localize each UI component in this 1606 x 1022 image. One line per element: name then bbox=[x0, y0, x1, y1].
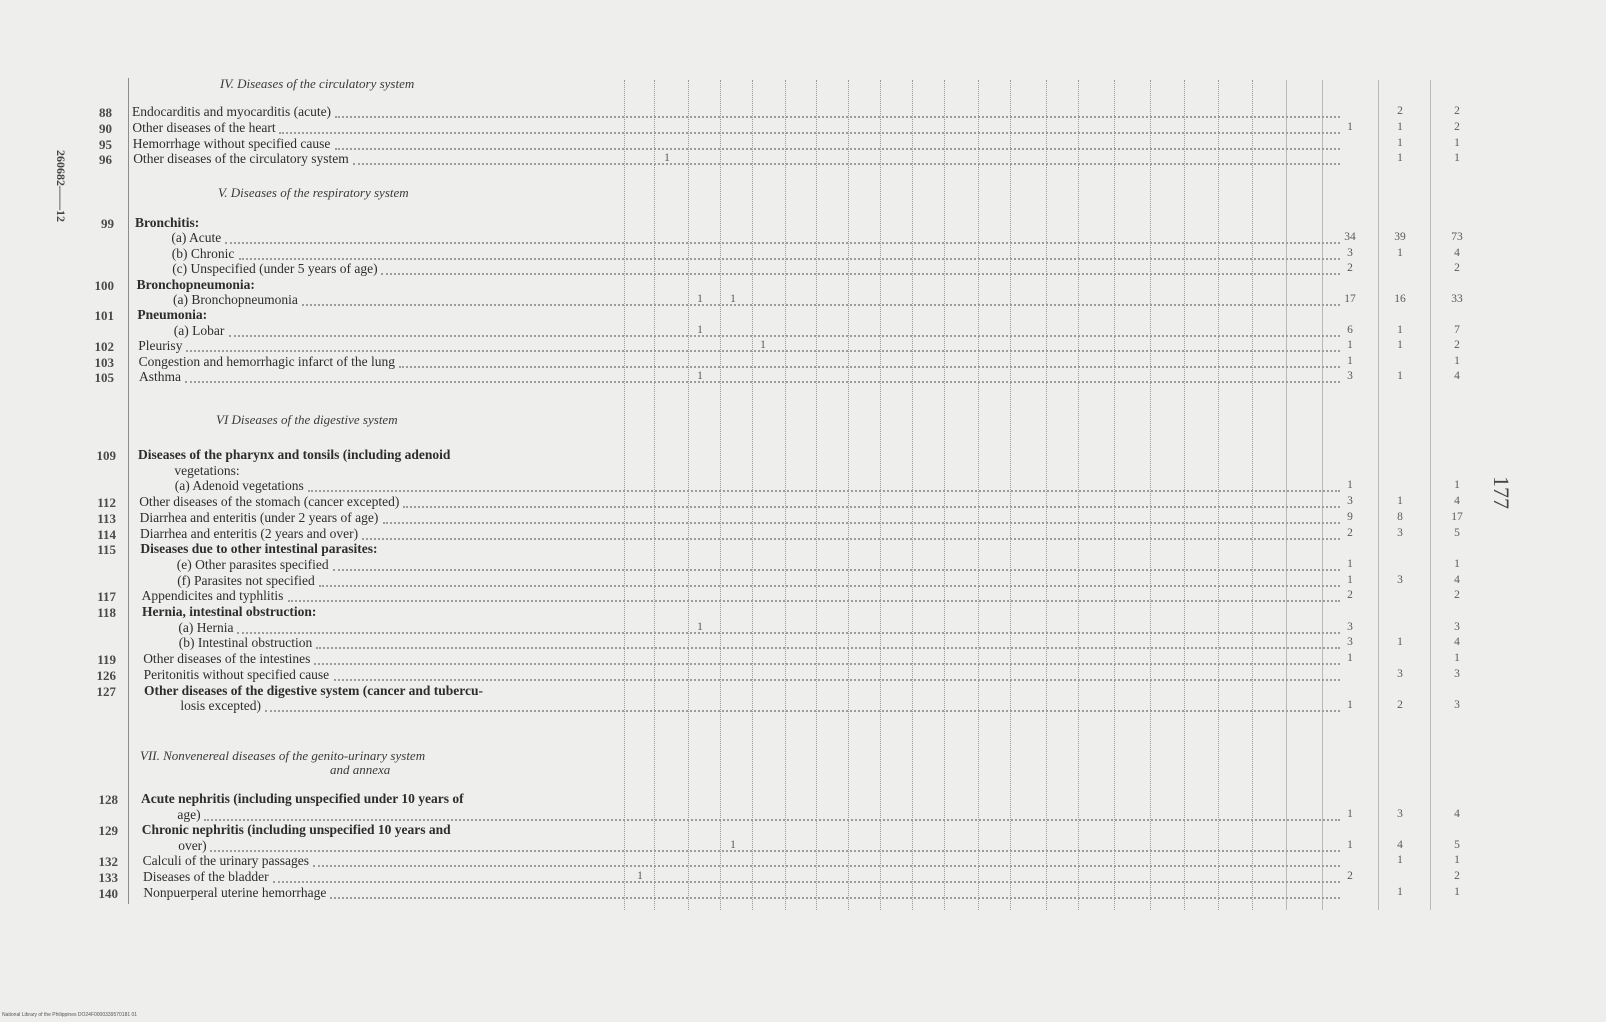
cell-value: 2 bbox=[1454, 339, 1460, 352]
column-rule bbox=[1252, 80, 1253, 910]
cell-value: 1 bbox=[1454, 479, 1460, 492]
cause-code: 133 bbox=[98, 870, 118, 885]
cause-label: Pleurisy bbox=[138, 338, 183, 354]
cell-value: 1 bbox=[1454, 557, 1460, 570]
cause-code: 113 bbox=[97, 510, 116, 526]
cell-value: 3 bbox=[1347, 620, 1353, 633]
cell-value: 3 bbox=[1454, 620, 1460, 633]
cell-value: 3 bbox=[1454, 667, 1460, 680]
dot-leader bbox=[313, 865, 1340, 867]
cell-value: 1 bbox=[1454, 854, 1460, 867]
dot-leader bbox=[381, 273, 1340, 275]
column-rule bbox=[720, 80, 721, 910]
cell-value: 1 bbox=[697, 620, 703, 633]
cause-code: 103 bbox=[94, 354, 114, 370]
cell-value: 1 bbox=[730, 293, 736, 305]
sub-cause-label: (a) Lobar bbox=[173, 322, 225, 338]
section-title: VI Diseases of the digestive system bbox=[216, 412, 398, 427]
cell-value: 5 bbox=[1454, 526, 1460, 539]
section-title: V. Diseases of the respiratory system bbox=[218, 185, 409, 200]
dot-leader bbox=[330, 897, 1340, 899]
cell-value: 6 bbox=[1347, 323, 1353, 336]
column-rule bbox=[880, 80, 881, 910]
cause-code: 115 bbox=[97, 542, 116, 558]
column-rule bbox=[654, 80, 655, 910]
dot-leader bbox=[204, 819, 1340, 821]
cell-value: 1 bbox=[1397, 370, 1403, 382]
dot-leader bbox=[334, 679, 1340, 681]
cell-value: 1 bbox=[1397, 495, 1403, 508]
section-title: VII. Nonvenereal diseases of the genito-urinary system bbox=[140, 748, 426, 763]
dot-leader bbox=[314, 663, 1340, 665]
dot-leader bbox=[265, 710, 1340, 712]
cell-value: 3 bbox=[1347, 495, 1353, 508]
dot-leader bbox=[225, 242, 1340, 244]
section-title: IV. Diseases of the circulatory system bbox=[220, 76, 415, 91]
column-rule bbox=[912, 80, 913, 910]
dot-leader bbox=[229, 335, 1340, 337]
cause-label: Pneumonia: bbox=[137, 307, 208, 323]
cell-value: 33 bbox=[1451, 293, 1463, 305]
sub-cause-label: (b) Intestinal obstruction bbox=[178, 635, 313, 651]
cause-code: 114 bbox=[97, 526, 116, 542]
cell-value: 1 bbox=[1397, 136, 1403, 149]
cause-code: 101 bbox=[94, 308, 114, 324]
cause-label: Other diseases of the intestines bbox=[143, 651, 311, 667]
dot-leader bbox=[383, 522, 1340, 524]
column-rule bbox=[1114, 80, 1115, 910]
cell-value: 1 bbox=[1397, 339, 1403, 352]
cause-code: 112 bbox=[97, 495, 116, 511]
cause-label: Nonpuerperal uterine hemorrhage bbox=[143, 884, 327, 900]
cell-value: 9 bbox=[1347, 510, 1353, 523]
cell-value: 3 bbox=[1397, 526, 1403, 539]
cause-label: Diarrhea and enteritis (2 years and over) bbox=[140, 525, 359, 541]
sub-cause-label: age) bbox=[177, 806, 201, 822]
cause-code: 100 bbox=[94, 277, 114, 293]
cause-label: Calculi of the urinary passages bbox=[142, 853, 310, 869]
sub-cause-label: (b) Chronic bbox=[171, 245, 235, 261]
section-subtitle: and annexa bbox=[330, 762, 391, 777]
column-rule bbox=[1010, 80, 1011, 910]
cause-code: 109 bbox=[96, 448, 116, 463]
cell-value: 1 bbox=[730, 838, 736, 851]
cause-code: 140 bbox=[98, 885, 118, 901]
cause-label: Hernia, intestinal obstruction: bbox=[142, 604, 317, 619]
sub-cause-label: (a) Bronchopneumonia bbox=[173, 292, 298, 307]
cell-value: 1 bbox=[1454, 652, 1460, 665]
cause-label: Other diseases of the heart bbox=[132, 119, 276, 135]
cell-value: 2 bbox=[1454, 870, 1460, 882]
cell-value: 1 bbox=[1397, 636, 1403, 649]
dot-leader bbox=[288, 600, 1340, 602]
cause-code: 127 bbox=[96, 683, 116, 699]
cell-value: 3 bbox=[1397, 667, 1403, 680]
column-rule bbox=[1078, 80, 1079, 910]
page-number: 177 bbox=[1489, 476, 1514, 509]
dot-leader bbox=[273, 881, 1340, 883]
cell-value: 1 bbox=[1347, 557, 1353, 570]
cell-value: 2 bbox=[1454, 120, 1460, 133]
column-rule bbox=[944, 80, 945, 910]
cell-value: 1 bbox=[1347, 120, 1353, 133]
cause-label: Appendicites and typhlitis bbox=[141, 588, 284, 604]
dot-leader bbox=[302, 304, 1340, 306]
cause-code: 128 bbox=[98, 792, 118, 807]
cell-value: 3 bbox=[1347, 636, 1353, 649]
dot-leader bbox=[239, 258, 1340, 260]
cell-value: 1 bbox=[1397, 152, 1403, 165]
cause-code: 88 bbox=[99, 105, 112, 120]
cell-value: 2 bbox=[1347, 589, 1353, 602]
sub-cause-label: (a) Hernia bbox=[178, 619, 234, 635]
sub-cause-label: (a) Acute bbox=[171, 230, 222, 246]
cause-code: 118 bbox=[97, 605, 116, 620]
column-rule bbox=[688, 80, 689, 910]
cell-value: 4 bbox=[1397, 838, 1403, 851]
dot-leader bbox=[237, 632, 1340, 634]
column-rule bbox=[1184, 80, 1185, 910]
cause-code: 105 bbox=[94, 370, 114, 385]
column-rule bbox=[624, 80, 625, 910]
cell-value: 1 bbox=[1347, 479, 1353, 492]
cause-code: 129 bbox=[98, 823, 118, 839]
cell-value: 1 bbox=[1347, 807, 1353, 820]
cause-label: Other diseases of the circulatory system bbox=[133, 151, 349, 167]
sub-cause-label: over) bbox=[178, 837, 207, 853]
cell-value: 39 bbox=[1394, 231, 1406, 244]
cell-value: 4 bbox=[1454, 807, 1460, 820]
cause-label: Chronic nephritis (including unspecified 10 years and bbox=[141, 822, 451, 838]
dot-leader bbox=[308, 490, 1340, 492]
dot-leader bbox=[353, 163, 1340, 165]
column-rule bbox=[1430, 80, 1431, 910]
cell-value: 7 bbox=[1454, 323, 1460, 336]
column-rule bbox=[1218, 80, 1219, 910]
cell-value: 16 bbox=[1394, 293, 1406, 305]
cause-label: Asthma bbox=[139, 369, 181, 384]
sub-cause-label: (a) Adenoid vegetations bbox=[174, 478, 304, 494]
cell-value: 5 bbox=[1454, 838, 1460, 851]
dot-leader bbox=[279, 132, 1340, 134]
column-rule bbox=[978, 80, 979, 910]
cell-value: 3 bbox=[1397, 807, 1403, 820]
dot-leader bbox=[333, 569, 1340, 571]
sub-cause-label: (f) Parasites not specified bbox=[177, 572, 315, 588]
cause-label: Hemorrhage without specified cause bbox=[132, 135, 331, 151]
cell-value: 1 bbox=[697, 293, 703, 305]
cell-value: 1 bbox=[1397, 885, 1403, 898]
margin-reference: 260682——12 bbox=[54, 150, 68, 222]
column-rule bbox=[816, 80, 817, 910]
dot-leader bbox=[403, 506, 1340, 508]
cause-label: Acute nephritis (including unspecified under 10 years of bbox=[141, 791, 464, 806]
cell-value: 17 bbox=[1451, 510, 1463, 523]
sub-cause-label: (c) Unspecified (under 5 years of age) bbox=[172, 261, 378, 277]
cell-value: 3 bbox=[1347, 246, 1353, 259]
dot-leader bbox=[335, 148, 1340, 150]
dot-leader bbox=[362, 538, 1340, 540]
cell-value: 2 bbox=[1347, 526, 1353, 539]
cell-value: 1 bbox=[1454, 152, 1460, 165]
cause-label: Other diseases of the digestive system (cancer and tubercu- bbox=[144, 682, 483, 698]
cell-value: 2 bbox=[1397, 699, 1403, 712]
column-rule bbox=[1286, 80, 1287, 910]
scan-footer: National Library of the Philippines DO24F0000339570181 01 bbox=[2, 1012, 138, 1018]
cell-value: 3 bbox=[1397, 573, 1403, 586]
cell-value: 2 bbox=[1454, 105, 1460, 117]
cell-value: 1 bbox=[1454, 354, 1460, 367]
sub-cause-label: vegetations: bbox=[174, 462, 240, 478]
cell-value: 1 bbox=[664, 152, 670, 165]
cell-value: 1 bbox=[760, 339, 766, 352]
cause-label: Bronchopneumonia: bbox=[136, 276, 255, 292]
cell-value: 34 bbox=[1344, 231, 1356, 244]
cause-label: Other diseases of the stomach (cancer excepted) bbox=[139, 494, 400, 510]
dot-leader bbox=[316, 647, 1340, 649]
cell-value: 1 bbox=[1347, 573, 1353, 586]
cell-value: 1 bbox=[1347, 339, 1353, 352]
cell-value: 2 bbox=[1347, 870, 1353, 882]
cell-value: 4 bbox=[1454, 636, 1460, 649]
dot-leader bbox=[399, 366, 1340, 368]
cell-value: 8 bbox=[1397, 510, 1403, 523]
cause-code: 119 bbox=[97, 652, 116, 668]
cause-code: 132 bbox=[98, 854, 118, 870]
cause-code: 126 bbox=[96, 667, 116, 683]
cell-value: 1 bbox=[1454, 136, 1460, 149]
cause-label: Diarrhea and enteritis (under 2 years of age) bbox=[139, 509, 379, 525]
dot-leader bbox=[335, 116, 1340, 118]
cell-value: 1 bbox=[1397, 120, 1403, 133]
cell-value: 2 bbox=[1347, 262, 1353, 275]
cell-value: 4 bbox=[1454, 573, 1460, 586]
sub-cause-label: losis excepted) bbox=[180, 698, 261, 714]
cell-value: 2 bbox=[1397, 105, 1403, 117]
dot-leader bbox=[185, 381, 1340, 383]
cause-label: Diseases of the bladder bbox=[143, 869, 269, 884]
column-rule bbox=[1378, 80, 1379, 910]
cell-value: 1 bbox=[697, 370, 703, 382]
column-rule bbox=[848, 80, 849, 910]
cell-value: 1 bbox=[1347, 354, 1353, 367]
cause-code: 102 bbox=[94, 339, 114, 355]
column-rule bbox=[1150, 80, 1151, 910]
cause-code: 96 bbox=[99, 152, 112, 168]
sub-cause-label: (e) Other parasites specified bbox=[176, 556, 329, 572]
cell-value: 1 bbox=[1397, 323, 1403, 336]
column-rule bbox=[1322, 80, 1323, 910]
cause-label: Diseases of the pharynx and tonsils (including adenoid bbox=[138, 447, 451, 462]
cell-value: 73 bbox=[1451, 231, 1463, 244]
cause-code: 99 bbox=[101, 216, 114, 231]
cause-code: 95 bbox=[99, 136, 112, 152]
cell-value: 1 bbox=[697, 323, 703, 336]
cell-value: 1 bbox=[1347, 652, 1353, 665]
cell-value: 4 bbox=[1454, 246, 1460, 259]
cell-value: 4 bbox=[1454, 370, 1460, 382]
cell-value: 1 bbox=[1397, 246, 1403, 259]
cause-label: Congestion and hemorrhagic infarct of the lung bbox=[138, 353, 396, 369]
column-rule bbox=[752, 80, 753, 910]
cell-value: 3 bbox=[1347, 370, 1353, 382]
cell-value: 1 bbox=[1347, 699, 1353, 712]
cell-value: 2 bbox=[1454, 262, 1460, 275]
cell-value: 3 bbox=[1454, 699, 1460, 712]
dot-leader bbox=[210, 850, 1340, 852]
cause-code: 117 bbox=[97, 589, 116, 605]
cell-value: 1 bbox=[1454, 885, 1460, 898]
cause-label: Endocarditis and myocarditis (acute) bbox=[132, 104, 332, 119]
cell-value: 17 bbox=[1344, 293, 1356, 305]
dot-leader bbox=[319, 585, 1340, 587]
cell-value: 4 bbox=[1454, 495, 1460, 508]
cause-label: Peritonitis without specified cause bbox=[143, 666, 330, 682]
cause-label: Diseases due to other intestinal parasites: bbox=[140, 541, 378, 557]
cell-value: 1 bbox=[1347, 838, 1353, 851]
code-column-rule bbox=[128, 78, 129, 904]
column-rule bbox=[1046, 80, 1047, 910]
cell-value: 1 bbox=[1397, 854, 1403, 867]
cell-value: 2 bbox=[1454, 589, 1460, 602]
cell-value: 1 bbox=[637, 870, 643, 882]
cause-label: Bronchitis: bbox=[135, 215, 200, 230]
cause-code: 90 bbox=[99, 120, 112, 136]
column-rule bbox=[785, 80, 786, 910]
